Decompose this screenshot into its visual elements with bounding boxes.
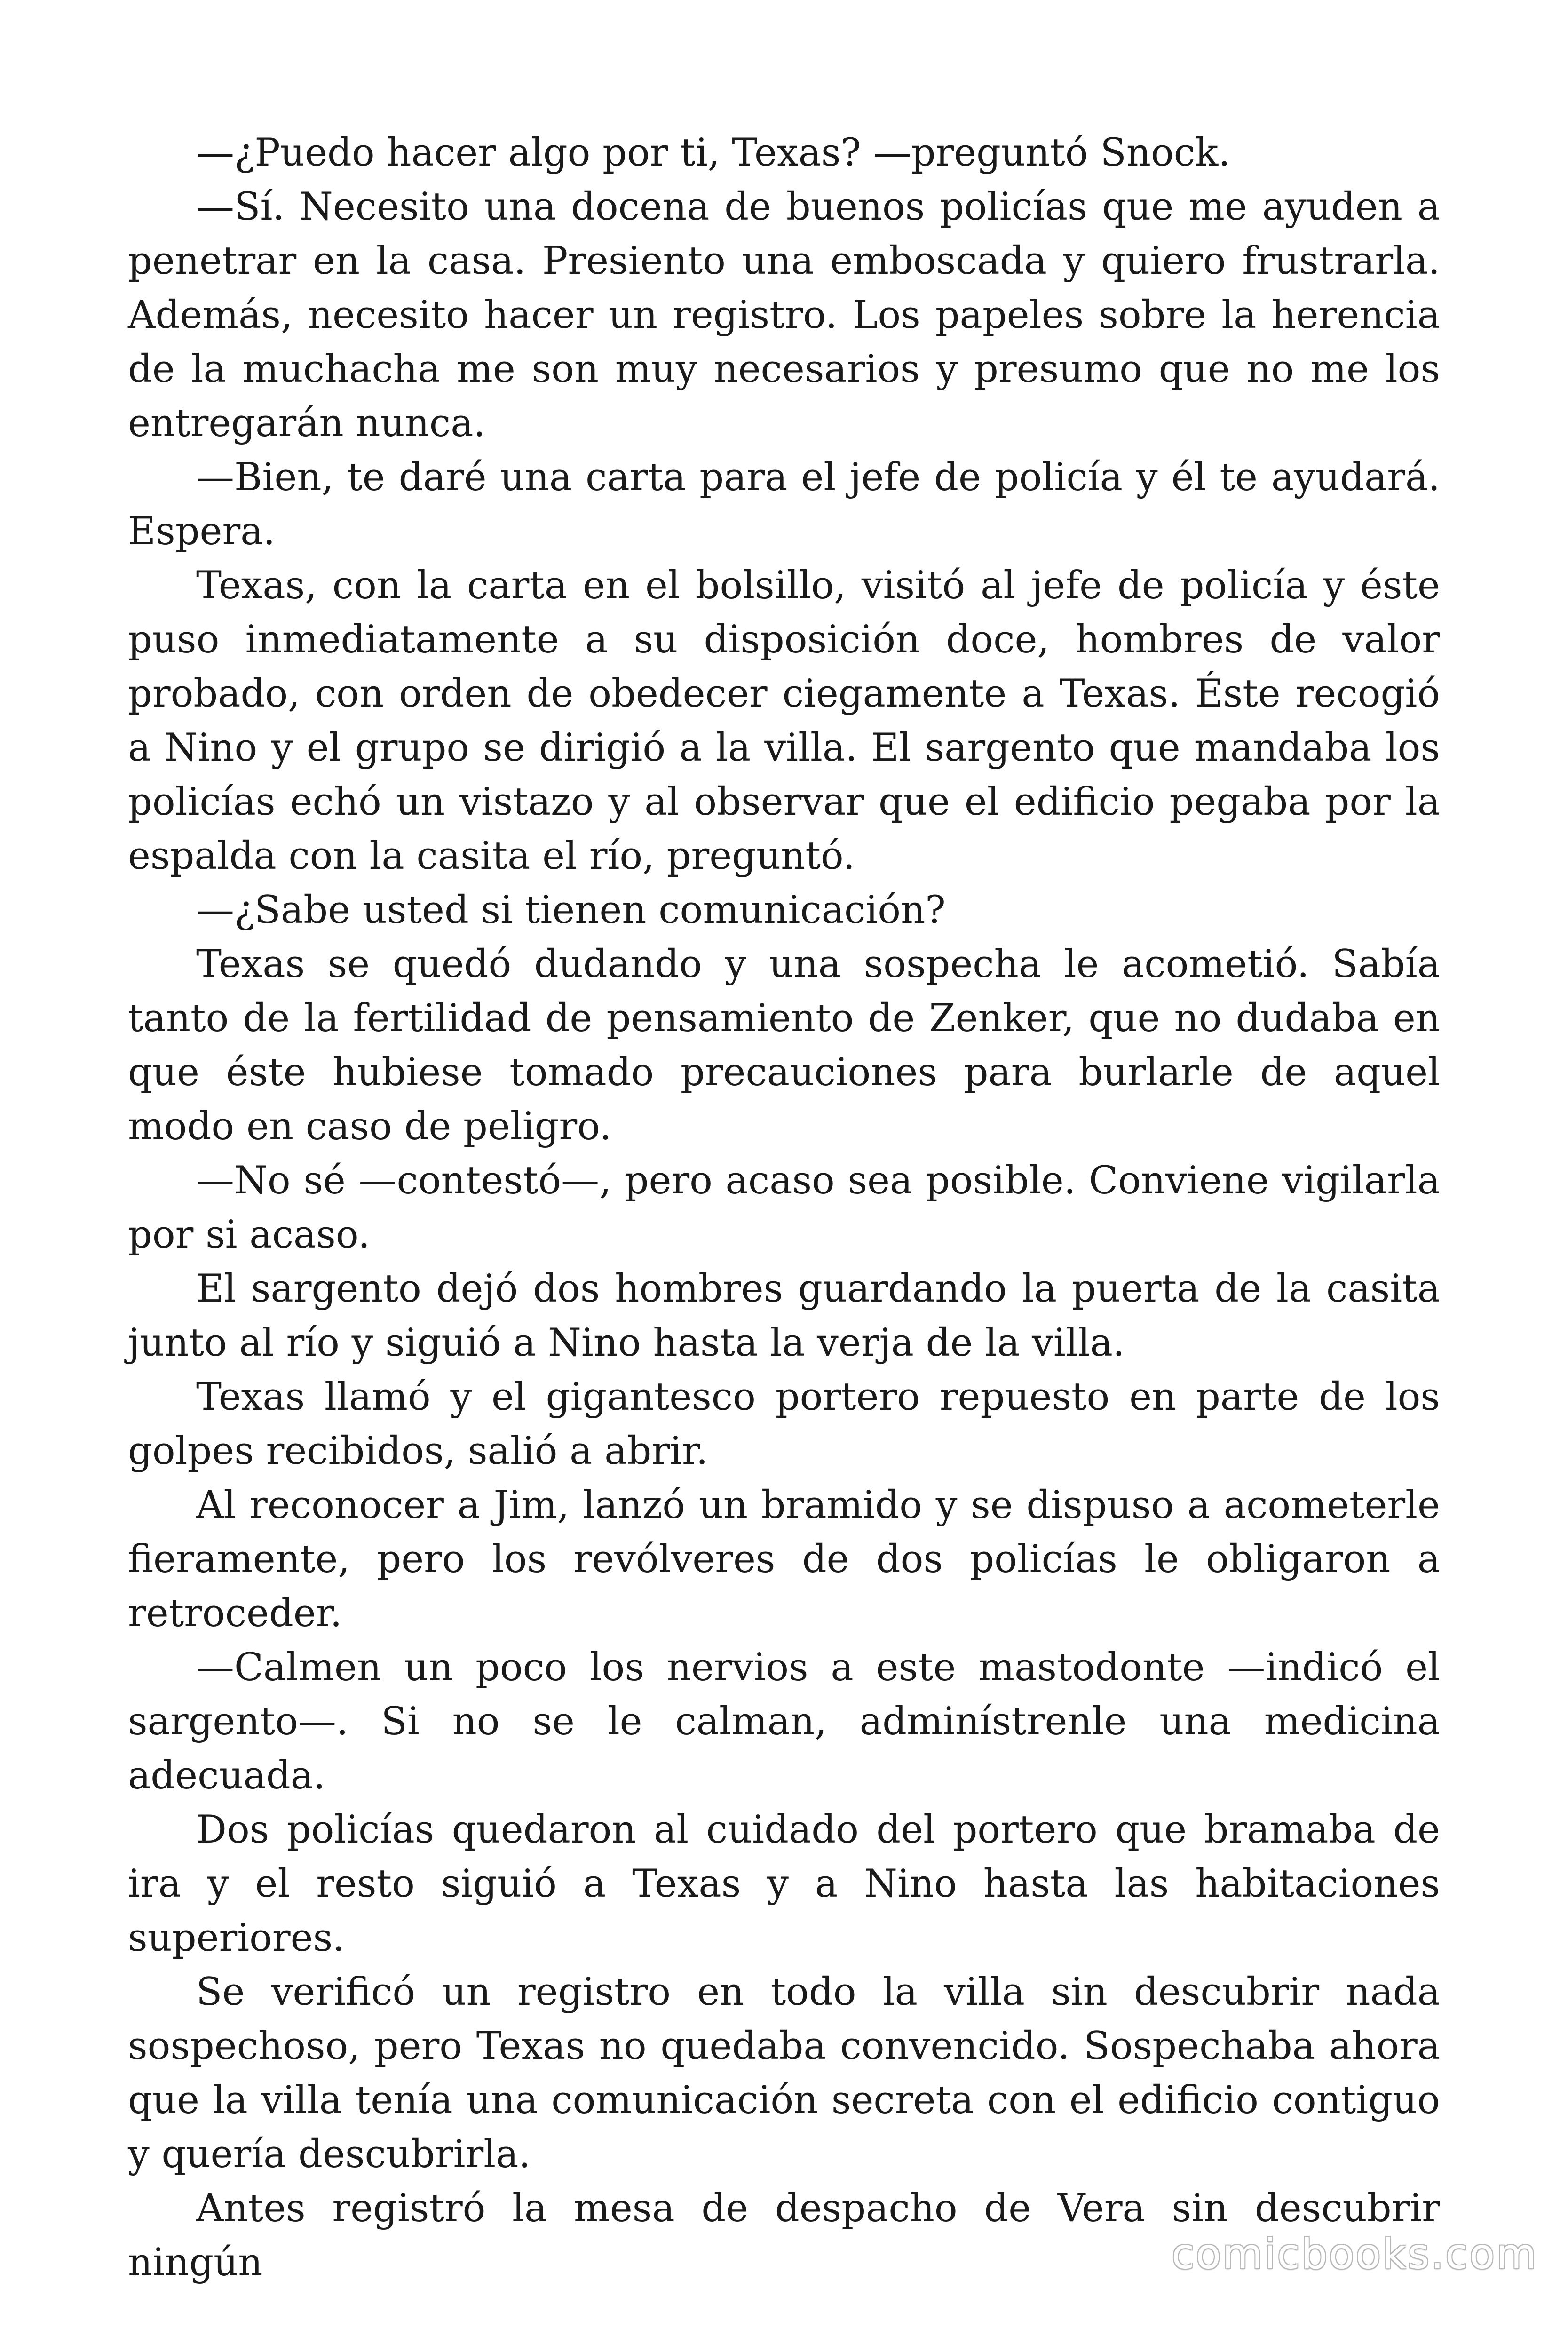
watermark: comicbooks.com bbox=[1171, 2230, 1538, 2278]
paragraph: Texas llamó y el gigantesco portero repuesto en parte de los golpes recibidos, salió a abrir. bbox=[128, 1375, 1440, 1473]
paragraph: Texas se quedó dudando y una sospecha le acometió. Sabía tanto de la fertilidad de pensamiento de Zenker, que no dudaba en que éste hubiese tomado precauciones para burlarle de aquel modo en caso de peligro. bbox=[128, 942, 1440, 1149]
paragraph: —Sí. Necesito una docena de buenos policías que me ayuden a penetrar en la casa. Presiento una emboscada y quiero frustrarla. Además, necesito hacer un registro. Los papeles sobre la herencia de la muchacha me son muy necesarios y presumo que no me los entregarán nunca. bbox=[128, 185, 1440, 445]
body-text bbox=[128, 126, 1440, 2290]
paragraph: Al reconocer a Jim, lanzó un bramido y se dispuso a acometerle fieramente, pero los revólveres de dos policías le obligaron a retroceder. bbox=[128, 1483, 1440, 1636]
paragraph: —¿Puedo hacer algo por ti, Texas? —preguntó Snock. bbox=[196, 131, 1230, 175]
paragraph: Texas, con la carta en el bolsillo, visitó al jefe de policía y éste puso inmediatamente a su disposición doce, hombres de valor probado, con orden de obedecer ciegamente a Texas. Éste recogió a Nino y el grupo se dirigió a la villa. El sargento que mandaba los policías echó un vistazo y al observar que el edificio pegaba por la espalda con la casita el río, preguntó. bbox=[128, 564, 1440, 878]
paragraph: Dos policías quedaron al cuidado del portero que bramaba de ira y el resto siguió a Texas y a Nino hasta las habitaciones superiores. bbox=[128, 1808, 1440, 1960]
paragraph: —¿Sabe usted si tienen comunicación? bbox=[196, 888, 946, 932]
paragraph: —Calmen un poco los nervios a este mastodonte —indicó el sargento—. Si no se le calman, adminístrenle una medicina adecuada. bbox=[128, 1645, 1440, 1798]
paragraph: Se verificó un registro en todo la villa sin descubrir nada sospechoso, pero Texas no quedaba convencido. Sospechaba ahora que la villa tenía una comunicación secreta con el edificio contiguo y quería descubrirla. bbox=[128, 1970, 1440, 2177]
paragraph: —Bien, te daré una carta para el jefe de policía y él te ayudará. Espera. bbox=[128, 455, 1440, 554]
paragraph: El sargento dejó dos hombres guardando la puerta de la casita junto al río y siguió a Nino hasta la verja de la villa. bbox=[128, 1267, 1440, 1365]
paragraph: Antes registró la mesa de despacho de Vera sin descubrir ningún bbox=[128, 2186, 1440, 2285]
paragraph: —No sé —contestó—, pero acaso sea posible. Conviene vigilarla por si acaso. bbox=[128, 1159, 1440, 1257]
